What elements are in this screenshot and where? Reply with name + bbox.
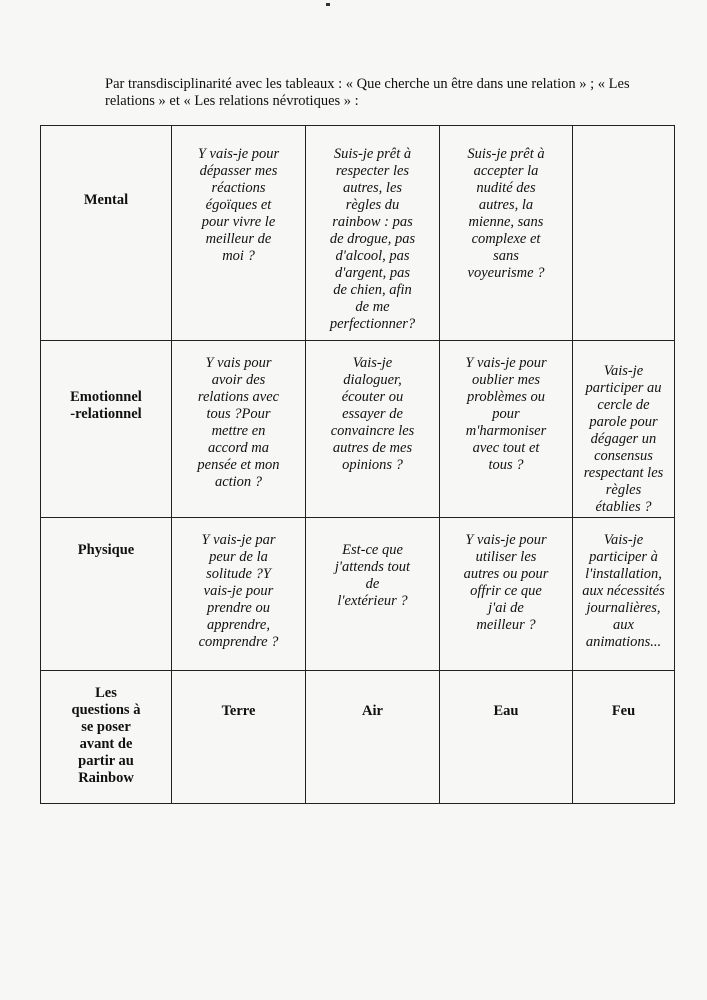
question-cell — [440, 126, 573, 341]
question-cell — [306, 518, 440, 671]
question-line: meilleur ? — [476, 617, 536, 633]
intro-paragraph — [105, 76, 640, 110]
question-line: vais-je pour — [203, 583, 274, 599]
intro-line-2: relations » et « Les relations névrotiques » : — [105, 93, 359, 109]
question-line: égoïques et — [205, 197, 272, 213]
question-cell — [172, 126, 306, 341]
question-line: dialoguer, — [343, 372, 402, 388]
question-line: respecter les — [335, 163, 410, 179]
question-line: journalières, — [586, 600, 661, 616]
question-line: meilleur de — [205, 231, 272, 247]
question-line: de me — [355, 299, 390, 315]
question-line: Suis-je prêt à — [467, 146, 545, 162]
question-line: rainbow : pas — [332, 214, 413, 230]
question-line: opinions ? — [342, 457, 403, 473]
question-line: Y vais-je pour — [465, 532, 547, 548]
question-cell — [306, 341, 440, 518]
question-line: Vais-je — [603, 363, 644, 379]
question-line: aux — [613, 617, 634, 633]
question-line: apprendre, — [207, 617, 270, 633]
table-row — [41, 126, 675, 341]
question-line: pour vivre le — [201, 214, 276, 230]
question-line: perfectionner? — [329, 316, 416, 332]
element-label: Eau — [493, 703, 519, 719]
question-line: avoir des — [211, 372, 266, 388]
footer-label-line: partir au — [78, 753, 134, 769]
question-line: autres, les — [342, 180, 403, 196]
question-line: Y vais-je pour — [465, 355, 547, 371]
question-line: autres ou pour — [463, 566, 549, 582]
question-line: comprendre ? — [198, 634, 279, 650]
question-cell — [172, 341, 306, 518]
question-line: convaincre les — [330, 423, 415, 439]
question-line: action ? — [214, 474, 263, 490]
question-line: l'installation, — [585, 566, 662, 582]
question-line: problèmes ou — [467, 389, 545, 405]
question-line: complexe et — [471, 231, 541, 247]
question-line: essayer de — [342, 406, 403, 422]
element-label: Air — [362, 703, 383, 719]
question-cell — [573, 518, 675, 671]
question-cell — [573, 341, 675, 518]
question-line: j'attends tout — [334, 559, 411, 575]
footer-label-line: avant de — [79, 736, 133, 752]
row-label — [41, 518, 172, 671]
question-line: relations avec — [197, 389, 280, 405]
question-line: prendre ou — [207, 600, 270, 616]
footer-label-line: se poser — [81, 719, 131, 735]
question-line: pensée et mon — [197, 457, 280, 473]
row-label — [41, 126, 172, 341]
question-line: solitude ?Y — [206, 566, 271, 582]
question-line: animations... — [585, 634, 662, 650]
question-line: écouter ou — [341, 389, 404, 405]
question-cell — [172, 518, 306, 671]
question-line: dépasser mes — [199, 163, 278, 179]
question-line: j'ai de — [488, 600, 524, 616]
question-cell — [440, 518, 573, 671]
question-line: cercle de — [597, 397, 650, 413]
question-line: autres, la — [478, 197, 534, 213]
question-line: dégager un — [590, 431, 657, 447]
question-line: de drogue, pas — [329, 231, 416, 247]
footer-label — [41, 671, 172, 804]
intro-line-1: Par transdisciplinarité avec les tableaux : « Que cherche un être dans une relation » ; « Les — [105, 76, 630, 92]
question-line: autres de mes — [332, 440, 413, 456]
question-line: nudité des — [476, 180, 536, 196]
question-line: règles du — [345, 197, 400, 213]
question-line: de chien, afin — [333, 282, 412, 298]
question-line: moi ? — [222, 248, 255, 264]
footer-label-line: questions à — [71, 702, 141, 718]
question-line: pour — [492, 406, 520, 422]
question-line: offrir ce que — [470, 583, 542, 599]
question-line: tous ? — [488, 457, 524, 473]
question-line: participer au — [585, 380, 662, 396]
element-label: Feu — [611, 703, 636, 719]
row-label-line: Emotionnel — [70, 389, 142, 405]
question-line: utiliser les — [475, 549, 537, 565]
question-line: oublier mes — [471, 372, 541, 388]
question-line: peur de la — [209, 549, 268, 565]
footer-label-line: Les — [95, 685, 117, 701]
question-line: règles — [605, 482, 642, 498]
footer-row — [41, 671, 675, 804]
question-line: mienne, sans — [468, 214, 544, 230]
question-line: accord ma — [207, 440, 270, 456]
row-label-line: Mental — [83, 192, 129, 208]
question-cell — [573, 126, 675, 341]
table-row — [41, 341, 675, 518]
table-row — [41, 518, 675, 671]
question-line: Suis-je prêt à — [333, 146, 412, 162]
question-line: m'harmoniser — [465, 423, 547, 439]
question-line: mettre en — [211, 423, 266, 439]
row-label-line: -relationnel — [70, 406, 142, 422]
row-label-line: Physique — [77, 542, 135, 558]
question-line: Y vais pour — [205, 355, 272, 371]
question-line: Vais-je — [352, 355, 393, 371]
question-line: réactions — [211, 180, 266, 196]
question-line: tous ?Pour — [206, 406, 271, 422]
question-line: établies ? — [595, 499, 652, 515]
question-line: respectant les — [583, 465, 664, 481]
question-line: voyeurisme ? — [467, 265, 545, 281]
question-cell — [440, 341, 573, 518]
question-line: l'extérieur ? — [337, 593, 408, 609]
question-line: d'alcool, pas — [335, 248, 410, 264]
element-1 — [306, 671, 440, 804]
question-line: accepter la — [473, 163, 539, 179]
question-line: Y vais-je par — [201, 532, 276, 548]
question-line: aux nécessités — [582, 583, 665, 599]
question-line: sans — [493, 248, 519, 264]
question-line: participer à — [589, 549, 658, 565]
question-line: Est-ce que — [342, 542, 403, 558]
scan-mark — [326, 3, 330, 6]
question-line: d'argent, pas — [334, 265, 411, 281]
question-line: de — [365, 576, 380, 592]
footer-label-line: Rainbow — [78, 770, 134, 786]
element-3 — [573, 671, 675, 804]
row-label — [41, 341, 172, 518]
element-label: Terre — [221, 703, 256, 719]
question-cell — [306, 126, 440, 341]
question-line: consensus — [594, 448, 653, 464]
element-2 — [440, 671, 573, 804]
question-line: parole pour — [589, 414, 658, 430]
element-0 — [172, 671, 306, 804]
question-line: Y vais-je pour — [197, 146, 280, 162]
question-line: Vais-je — [603, 532, 644, 548]
questions-table — [40, 125, 675, 804]
question-line: avec tout et — [472, 440, 540, 456]
